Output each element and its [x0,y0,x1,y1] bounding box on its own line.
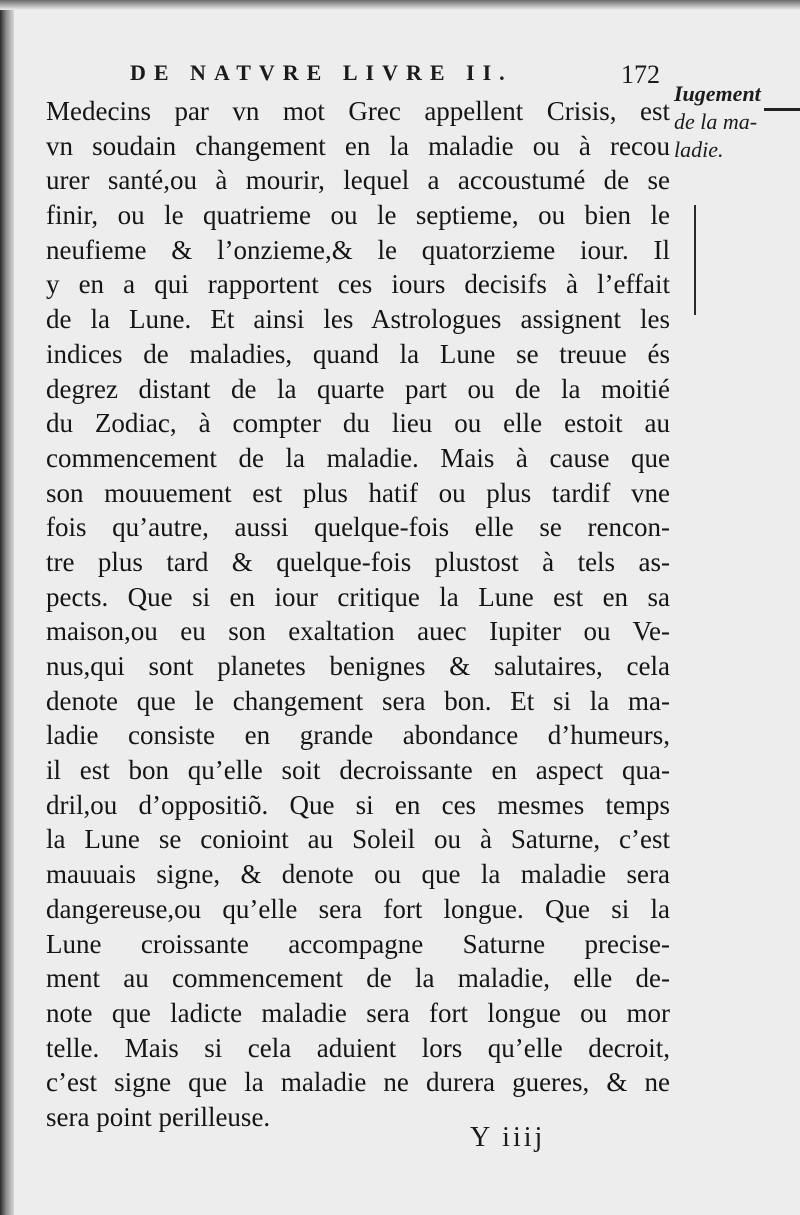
text-line: note que ladicte maladie sera fort longue ou mor [46,997,670,1028]
signature-mark: Y iiij [470,1122,546,1153]
text-line: ladie consiste en grande abondance d’humeurs, [46,720,670,751]
text-line: degrez distant de la quarte part ou de la moitié [46,373,670,404]
text-line: denote que le changement sera bon. Et si la ma- [46,685,670,716]
text-line: dril,ou d’oppositiõ. Que si en ces mesmes temps [46,789,670,820]
text-line: la Lune se conioint au Soleil ou à Saturne, c’est [46,824,670,855]
text-line: du Zodiac, à compter du lieu ou elle estoit au [46,408,670,439]
margin-note-pointer [764,108,800,111]
text-line: indices de maladies, quand la Lune se treuue és [46,338,670,369]
running-title: DE NATVRE LIVRE II. [130,60,513,85]
text-line: dangereuse,ou qu’elle sera fort longue. Que si la [46,893,670,924]
margin-note-line: de la ma- [674,109,758,134]
text-line: maison,ou eu son exaltation auec Iupiter ou Ve- [46,616,670,647]
text-line: pects. Que si en iour critique la Lune est en sa [46,581,670,612]
text-line: commencement de la maladie. Mais à cause que [46,442,670,473]
text-line: mauuais signe, & denote ou que la maladie sera [46,859,670,890]
page-top-shadow [0,0,800,10]
text-line: de la Lune. Et ainsi les Astrologues assignent les [46,304,670,335]
margin-note [674,80,794,164]
text-line: sera point perilleuse. [46,1101,271,1132]
margin-note-line: Iugement [674,81,761,106]
text-line: finir, ou le quatrieme ou le septieme, ou bien le [46,200,670,231]
text-line: vn soudain changement en la maladie ou à recou [46,130,670,161]
running-head [130,60,670,94]
text-line: il est bon qu’elle soit decroissante en aspect qua- [46,755,670,786]
page-gutter-shadow [0,0,14,1215]
text-line: ment au commencement de la maladie, elle de- [46,963,670,994]
margin-note-line: ladie. [674,137,724,162]
page-number: 172 [621,60,660,89]
text-line: nus,qui sont planetes benignes & salutaires, cela [46,651,670,681]
text-line: urer santé,ou à mourir, lequel a accoustumé de se [46,165,670,196]
text-line: son mouuement est plus hatif ou plus tardif vne [46,477,670,508]
body-text [46,94,670,1135]
text-line: Lune croissante accompagne Saturne precise- [46,928,670,959]
margin-rule [694,205,696,315]
text-line: Medecins par vn mot Grec appellent Crisis, est [46,96,670,126]
text-line: neufieme & l’onzieme,& le quatorzieme iour. Il [46,234,670,265]
text-line: telle. Mais si cela aduient lors qu’elle decroit, [46,1032,670,1063]
text-line: c’est signe que la maladie ne durera gueres, & ne [46,1067,670,1098]
text-line: y en a qui rapportent ces iours decisifs à l’effait [46,269,670,300]
text-line: fois qu’autre, aussi quelque-fois elle se rencon- [46,512,670,543]
text-line: tre plus tard & quelque-fois plustost à tels as- [46,546,670,577]
